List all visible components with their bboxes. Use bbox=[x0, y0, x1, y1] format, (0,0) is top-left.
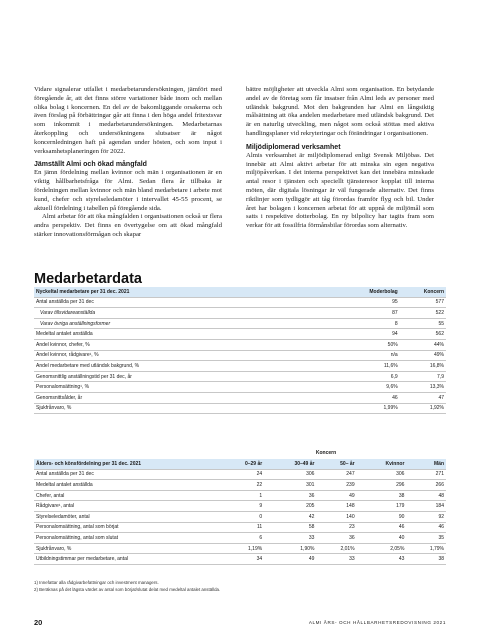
table-header: Koncern bbox=[400, 287, 446, 297]
table-cell: 296 bbox=[357, 480, 407, 491]
age-gender-table bbox=[34, 459, 446, 565]
subheading: Miljödiplomerad verksamhet bbox=[246, 143, 341, 151]
paragraph: Vidare signalerar utfallet i medarbetarundersökningen, jämfört med föregående år, att det finns större variationer både inom och mellan olika bolag i koncernen. En del av de bakomliggande orsakerna och även förslag på förbättringar går att finna i den höga andel fritextsvar som inkommit i medarbetarundersökningen. Medarbetarnas återkoppling och undersökningens slutsatser är något koncernledningen haft på agendan under hösten, och som input i verksamhetsplaneringen för 2022. bbox=[34, 86, 222, 155]
table-cell: 140 bbox=[316, 511, 356, 522]
table-header: Män bbox=[406, 459, 446, 469]
table-cell: 306 bbox=[357, 469, 407, 480]
table-cell: 87 bbox=[338, 308, 400, 319]
table-row bbox=[34, 329, 446, 340]
table-row bbox=[34, 318, 446, 329]
row-label: Andel kvinnor, chefer, % bbox=[34, 339, 338, 350]
table-header: Moderbolag bbox=[338, 287, 400, 297]
section-title: Medarbetardata bbox=[34, 271, 142, 287]
subheading: Jämställt Almi och ökad mångfald bbox=[34, 161, 147, 169]
table-cell: 205 bbox=[264, 501, 316, 512]
table-cell: 55 bbox=[400, 318, 446, 329]
table-header-row bbox=[34, 459, 446, 469]
table-cell: 8 bbox=[338, 318, 400, 329]
table-cell: 43 bbox=[357, 554, 407, 565]
table-row bbox=[34, 543, 446, 554]
table-cell: 11 bbox=[218, 522, 264, 533]
row-label: Genomsnittlig anställningstid per 31 dec, år bbox=[34, 371, 338, 382]
table-row bbox=[34, 339, 446, 350]
table-cell: 2,05% bbox=[357, 543, 407, 554]
table-header: Ålders- och könsfördelning per 31 dec. 2021 bbox=[34, 459, 218, 469]
table-row bbox=[34, 403, 446, 414]
row-label: Varav övriga anställningsformer bbox=[34, 318, 338, 329]
table-row bbox=[34, 392, 446, 403]
table-cell: 562 bbox=[400, 329, 446, 340]
table-cell: 36 bbox=[264, 490, 316, 501]
table-cell: n/a bbox=[338, 350, 400, 361]
table-cell: 49 bbox=[264, 554, 316, 565]
table-row bbox=[34, 554, 446, 565]
table-row bbox=[34, 511, 446, 522]
table-cell: 0 bbox=[218, 511, 264, 522]
table-row bbox=[34, 501, 446, 512]
table-row bbox=[34, 350, 446, 361]
row-label: Varav tillsvidareanställda bbox=[34, 308, 338, 319]
table-cell: 46 bbox=[406, 522, 446, 533]
employee-key-figures-table bbox=[34, 287, 446, 414]
running-title: ALMI ÅRS- OCH HÅLLBARHETSREDOVISNING 2021 bbox=[308, 620, 446, 625]
table-cell: 6 bbox=[218, 533, 264, 544]
table-row bbox=[34, 297, 446, 308]
table-header: 30–49 år bbox=[264, 459, 316, 469]
table-cell: 35 bbox=[406, 533, 446, 544]
table-cell: 36 bbox=[316, 533, 356, 544]
row-label: Sjukfrånvaro, % bbox=[34, 543, 218, 554]
table-cell: 90 bbox=[357, 511, 407, 522]
table-cell: 46 bbox=[357, 522, 407, 533]
table-cell: 16,8% bbox=[400, 361, 446, 372]
table-cell: 7,9 bbox=[400, 371, 446, 382]
row-label: Antal anställda per 31 dec bbox=[34, 469, 218, 480]
table-cell: 1,19% bbox=[218, 543, 264, 554]
table-cell: 23 bbox=[316, 522, 356, 533]
table-header: Kvinnor bbox=[357, 459, 407, 469]
row-label: Utbildningstimmar per medarbetare, antal bbox=[34, 554, 218, 565]
table-cell: 40 bbox=[357, 533, 407, 544]
footnote: 2) Beräknas på det lägsta värdet av antal som börjat/slutat delat med medeltal antalet anställda. bbox=[34, 587, 221, 592]
table-cell: 49 bbox=[316, 490, 356, 501]
row-label: Medeltal antalet anställda bbox=[34, 329, 338, 340]
table-cell: 1,79% bbox=[406, 543, 446, 554]
right-text-column bbox=[246, 86, 434, 231]
table-cell: 184 bbox=[406, 501, 446, 512]
left-text-column bbox=[34, 86, 222, 240]
page-number: 20 bbox=[34, 618, 43, 627]
table-cell: 577 bbox=[400, 297, 446, 308]
row-label: Rådgivare¹, antal bbox=[34, 501, 218, 512]
table-row bbox=[34, 469, 446, 480]
table-row bbox=[34, 490, 446, 501]
table-cell: 247 bbox=[316, 469, 356, 480]
table-cell: 522 bbox=[400, 308, 446, 319]
table-cell: 42 bbox=[264, 511, 316, 522]
table-row bbox=[34, 382, 446, 393]
table-cell: 92 bbox=[406, 511, 446, 522]
table-cell: 266 bbox=[406, 480, 446, 491]
table-cell: 1,92% bbox=[400, 403, 446, 414]
table-cell: 9,6% bbox=[338, 382, 400, 393]
table-cell: 22 bbox=[218, 480, 264, 491]
table-row bbox=[34, 480, 446, 491]
table-cell: 95 bbox=[338, 297, 400, 308]
table-cell: 38 bbox=[357, 490, 407, 501]
table-row bbox=[34, 522, 446, 533]
group-header: Koncern bbox=[315, 450, 337, 456]
row-label: Personalomsättning, antal som slutat bbox=[34, 533, 218, 544]
row-label: Personalomsättning¹, % bbox=[34, 382, 338, 393]
row-label: Antal anställda per 31 dec bbox=[34, 297, 338, 308]
table-cell: 13,3% bbox=[400, 382, 446, 393]
table-cell: 33 bbox=[264, 533, 316, 544]
table-row bbox=[34, 361, 446, 372]
row-label: Andel medarbetare med utländsk bakgrund, % bbox=[34, 361, 338, 372]
table-cell: 179 bbox=[357, 501, 407, 512]
table-cell: 1 bbox=[218, 490, 264, 501]
table-row bbox=[34, 533, 446, 544]
table-cell: 49% bbox=[400, 350, 446, 361]
table-header-row bbox=[34, 287, 446, 297]
table-cell: 239 bbox=[316, 480, 356, 491]
footnote: 1) Innefattar alla rådgivarbefattningar och investment managers. bbox=[34, 580, 159, 585]
table-cell: 46 bbox=[338, 392, 400, 403]
table-cell: 2,01% bbox=[316, 543, 356, 554]
paragraph: Almis verksamhet är miljödiplomerad enligt Svensk Miljöbas. Det innebär att Almi aktivt arbetar för att minska sin egen negativa miljöpåverkan. I det interna perspektivet kan det innebära minskade antal resor i tjänsten och speciellt tjänsteresor kopplat till interna möten, där digitala lösningar är väl fungerade alternativ. Det finns riktlinjer som tydliggör att tåg förordas framför flyg och bil. Under året har bolagen i koncernen arbetat för att uppnå de miljömål som satts i respektive dotterbolag. En ny bilpolicy har tagits fram som verkar för att fossilfria förmånsbilar förordas som alternativ. bbox=[246, 151, 434, 230]
table-cell: 11,6% bbox=[338, 361, 400, 372]
table-cell: 50% bbox=[338, 339, 400, 350]
table-row bbox=[34, 371, 446, 382]
table-cell: 33 bbox=[316, 554, 356, 565]
table-cell: 1,90% bbox=[264, 543, 316, 554]
table-cell: 271 bbox=[406, 469, 446, 480]
row-label: Genomsnittsålder, år bbox=[34, 392, 338, 403]
table-cell: 24 bbox=[218, 469, 264, 480]
table-header: 50– år bbox=[316, 459, 356, 469]
row-label: Sjukfrånvaro, % bbox=[34, 403, 338, 414]
row-label: Personalomsättning, antal som börjat bbox=[34, 522, 218, 533]
table-cell: 38 bbox=[406, 554, 446, 565]
table-cell: 306 bbox=[264, 469, 316, 480]
table-cell: 148 bbox=[316, 501, 356, 512]
row-label: Chefer, antal bbox=[34, 490, 218, 501]
table-cell: 6,9 bbox=[338, 371, 400, 382]
table-cell: 58 bbox=[264, 522, 316, 533]
table-row bbox=[34, 308, 446, 319]
paragraph: Almi arbetar för att öka mångfalden i organisationen också ur flera andra perspektiv. Det finns en övertygelse om att ökad mångfald stärker innovationsförmågan och skapar bbox=[34, 213, 222, 238]
table-cell: 9 bbox=[218, 501, 264, 512]
table-header: Nyckeltal medarbetare per 31 dec. 2021 bbox=[34, 287, 338, 297]
row-label: Medeltal antalet anställda bbox=[34, 480, 218, 491]
row-label: Styrelseledamöter, antal bbox=[34, 511, 218, 522]
table-cell: 44% bbox=[400, 339, 446, 350]
table-cell: 47 bbox=[400, 392, 446, 403]
table-cell: 1,99% bbox=[338, 403, 400, 414]
table-cell: 48 bbox=[406, 490, 446, 501]
table-cell: 94 bbox=[338, 329, 400, 340]
table-header: 0–29 år bbox=[218, 459, 264, 469]
paragraph: bättre möjligheter att utveckla Almi som organisation. En betydande andel av de företag som får insatser från Almi leds av personer med utländsk bakgrund. Mot den bakgrunden har Almi en långsiktig målsättning att öka andelen medarbetare med utländsk bakgrund. Det är en naturlig utveckling, men något som också stöttas med aktiva handlingsplaner vid rekryteringar och förändringar i organisationen. bbox=[246, 86, 434, 137]
paragraph: En jämn fördelning mellan kvinnor och män i organisationen är en viktig hållbarhetsfråga för Almi. Sedan flera år tillbaka är fördelningen mellan kvinnor och män bland medarbetare i arbete mot kund, chefer och styrelseledamöter i intervallet 45-55 procent, se aktuell fördelning i tabellen på föregående sida. bbox=[34, 169, 222, 212]
table-cell: 34 bbox=[218, 554, 264, 565]
table-cell: 301 bbox=[264, 480, 316, 491]
row-label: Andel kvinnor, rådgivare¹, % bbox=[34, 350, 338, 361]
